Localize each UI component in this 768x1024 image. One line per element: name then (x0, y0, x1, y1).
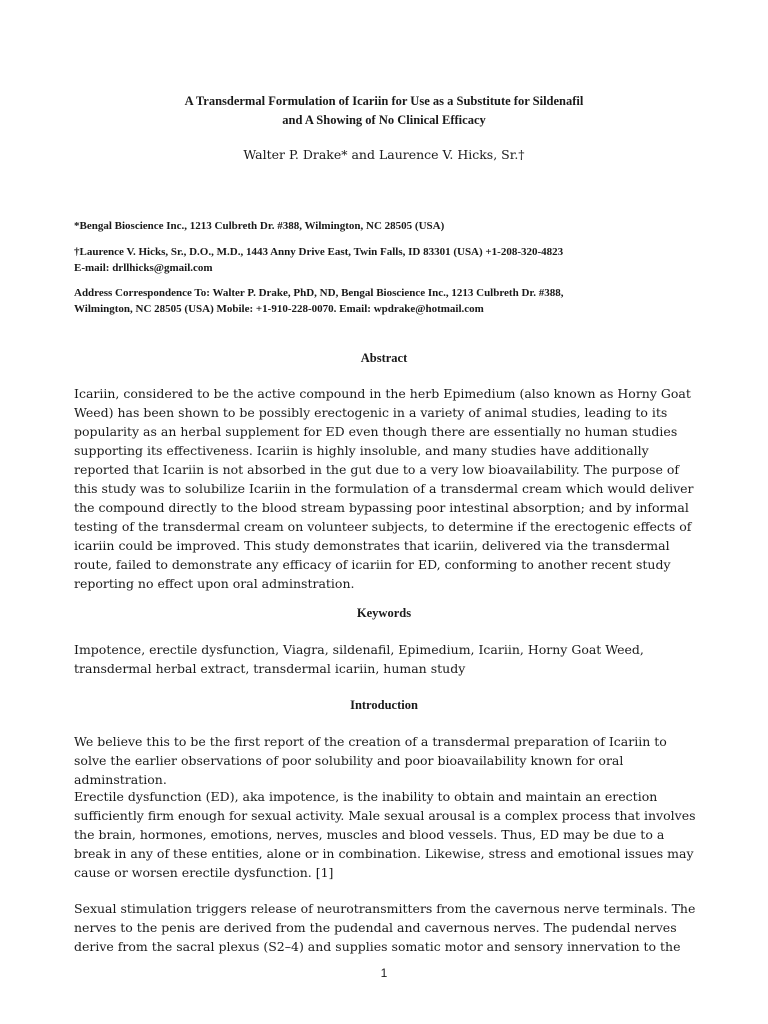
affiliation-hicks (74, 244, 728, 276)
abstract-text: Icariin, considered to be the active compound in the herb Epimedium (also known as Horny Goat Weed) has been shown to be possibly erectogenic in a variety of animal studies, leading to its popularity as an herbal supplement for ED even though there are essentially no human studies supporting its effectiveness. Icariin is highly insoluble, and many studies have additionally reported that Icariin is not absorbed in the gut due to a very low bioavailability. The purpose of this study was to solubilize Icariin in the formulation of a transdermal cream which would deliver the compound directly to the blood stream bypassing poor intestinal absorption; and by informal testing of the transdermal cream on volunteer subjects, to determine if the erectogenic effects of icariin could be improved. This study demonstrates that icariin, delivered via the transdermal route, failed to demonstrate any efficacy of icariin for ED, conforming to another recent study reporting no effect upon oral adminstration. (74, 386, 694, 591)
introduction-paragraph-2: Erectile dysfunction (ED), aka impotence, is the inability to obtain and maintain an erection sufficiently firm enough for sexual activity. Male sexual arousal is a complex process that involves the brain, hormones, emotions, nerves, muscles and blood vessels. Thus, ED may be due to a break in any of these entities, alone or in combination. Likewise, stress and emotional issues may cause or worsen erectile dysfunction. [1] (74, 789, 696, 880)
affiliation-hicks-email: E-mail: drllhicks@gmail.com (74, 262, 213, 274)
introduction-paragraph-3: Sexual stimulation triggers release of neurotransmitters from the cavernous nerve terminals. The nerves to the penis are derived from the pudendal and cavernous nerves. The pudendal nerves derive from the sacral plexus (S2–4) and supplies somatic motor and sensory innervation to the (74, 901, 696, 954)
title-line-2: and A Showing of No Clinical Efficacy (282, 113, 486, 127)
affiliation-hicks-address: †Laurence V. Hicks, Sr., D.O., M.D., 1443 Anny Drive East, Twin Falls, ID 83301 (USA) +1-208-320-4823 (74, 246, 564, 258)
page-number: 1 (380, 966, 388, 980)
keywords-text: Impotence, erectile dysfunction, Viagra, sildenafil, Epimedium, Icariin, Horny Goat Weed, transdermal herbal extract, transdermal icariin, human study (74, 642, 644, 676)
author-list: Walter P. Drake* and Laurence V. Hicks, Sr.† (243, 147, 525, 162)
introduction-heading: Introduction (350, 698, 418, 712)
abstract-heading: Abstract (360, 351, 408, 365)
affiliation-bengal: *Bengal Bioscience Inc., 1213 Culbreth Dr. #388, Wilmington, NC 28505 (USA) (74, 220, 445, 232)
title-line-1: A Transdermal Formulation of Icariin for Use as a Substitute for Sildenafil (184, 94, 584, 108)
keywords-heading: Keywords (356, 606, 412, 620)
correspondence-address (74, 285, 728, 317)
correspondence-line-1: Address Correspondence To: Walter P. Drake, PhD, ND, Bengal Bioscience Inc., 1213 Culbreth Dr. #388, (74, 287, 564, 299)
introduction-paragraph-1: We believe this to be the first report of the creation of a transdermal preparation of Icariin to solve the earlier observations of poor solubility and poor bioavailability known for oral adminstration. (74, 734, 667, 787)
paper-title (60, 92, 708, 130)
correspondence-line-2: Wilmington, NC 28505 (USA) Mobile: +1-910-228-0070. Email: wpdrake@hotmail.com (74, 303, 484, 315)
